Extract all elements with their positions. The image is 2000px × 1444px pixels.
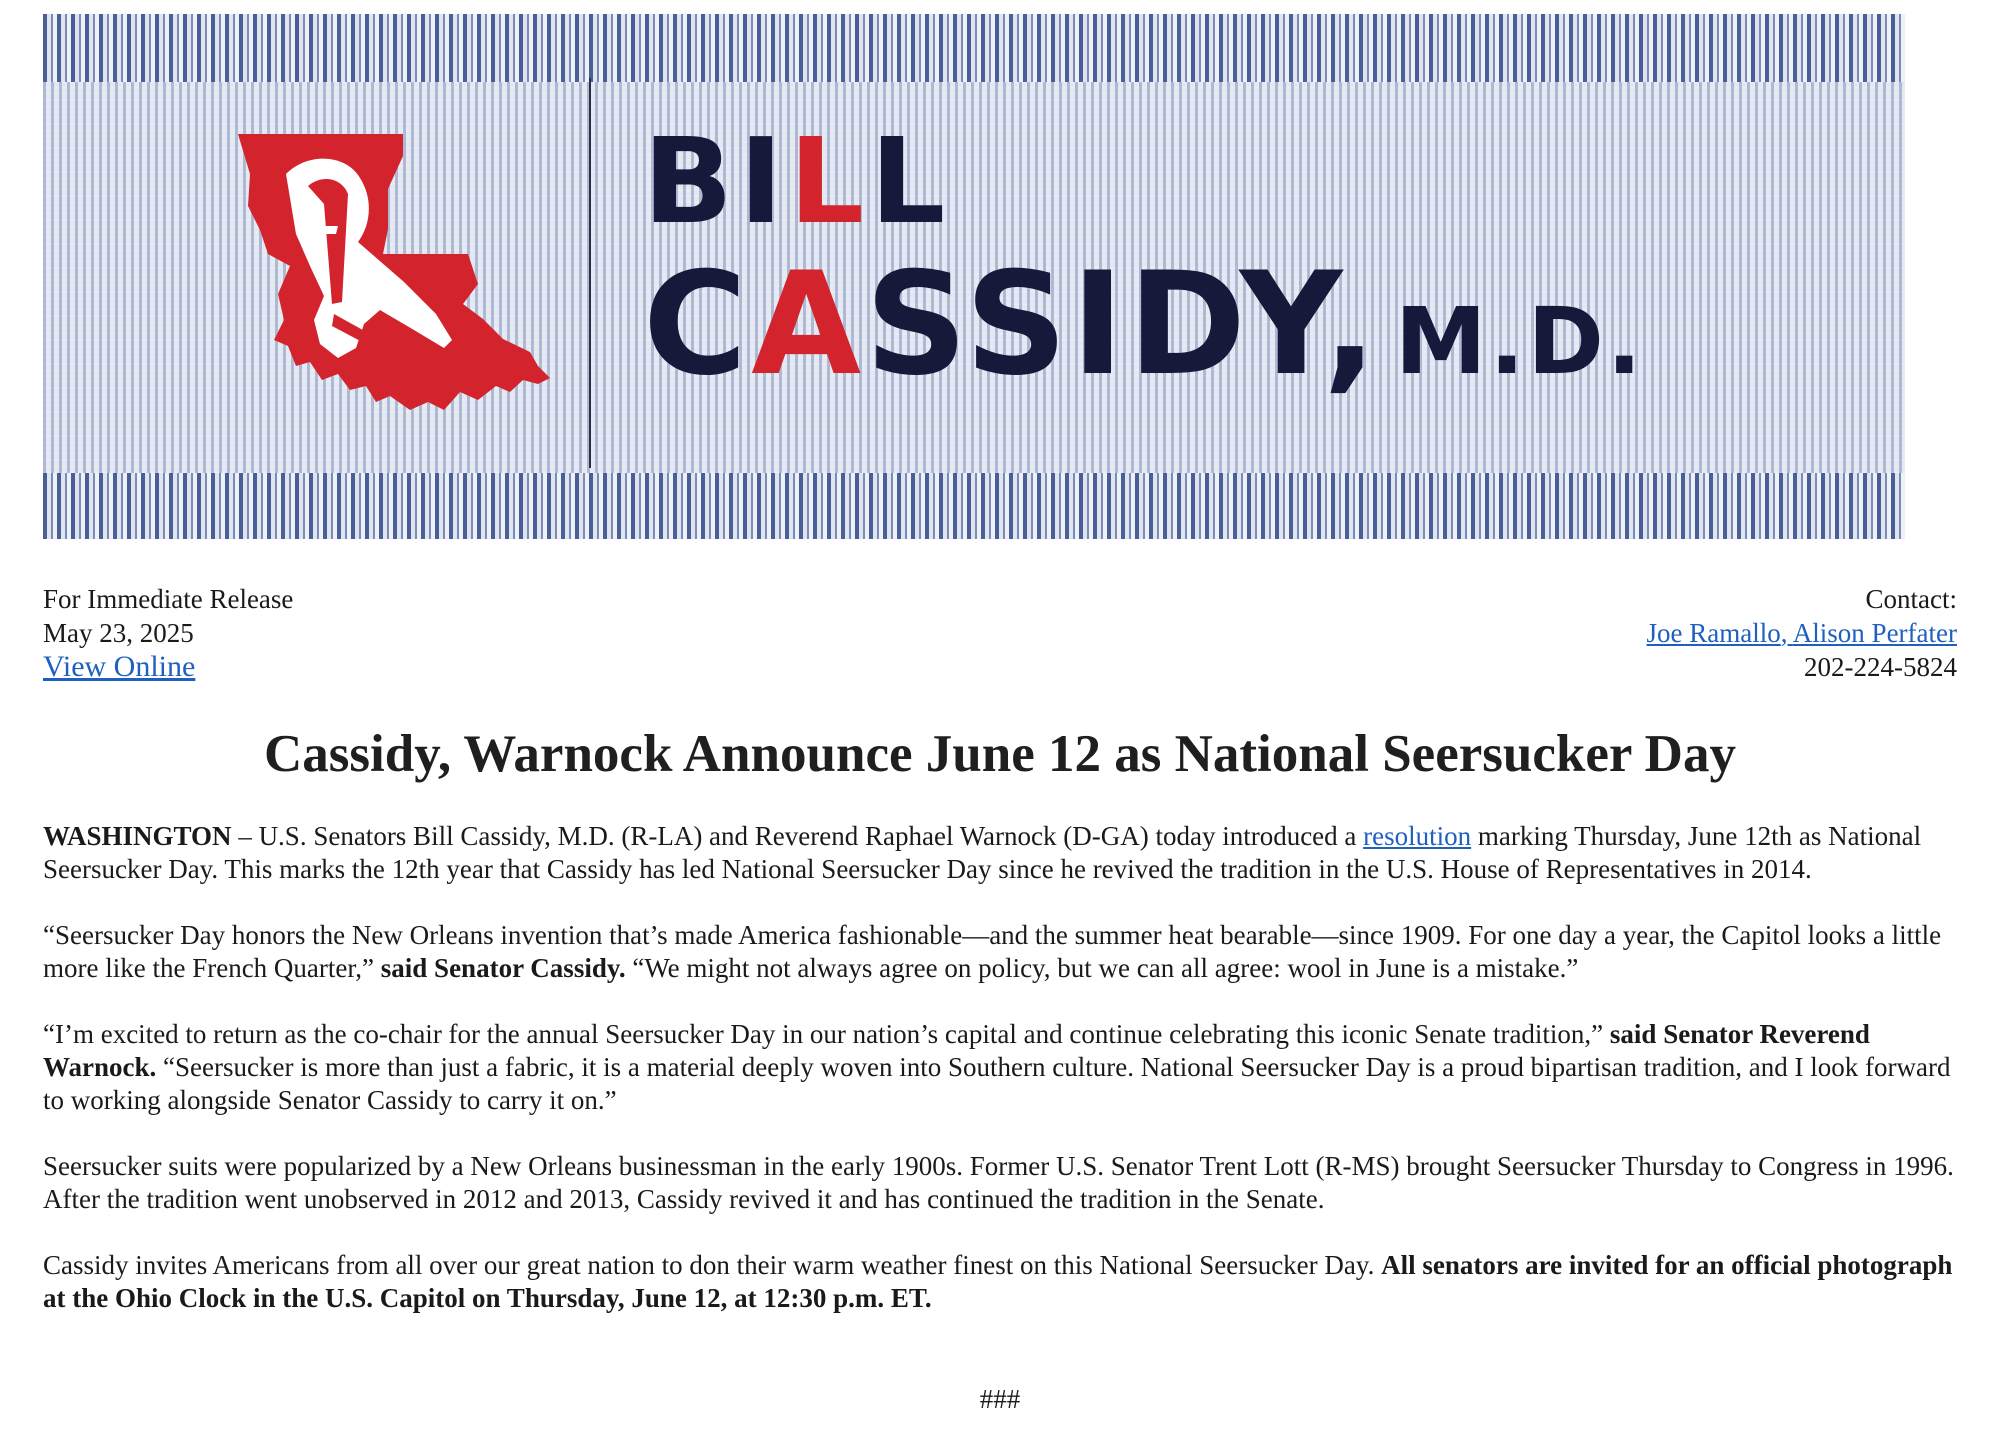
contact-separator: , [1780,618,1793,648]
seersucker-stripe-bottom [43,473,1905,539]
resolution-link[interactable]: resolution [1363,821,1472,851]
paragraph-intro: WASHINGTON – U.S. Senators Bill Cassidy, M.D. (R-LA) and Reverend Raphael Warnock (D-GA) today introduced a resolution marking Thursday, June 12th as National Seersucker Day. This marks the 12th year that Cassidy has led National Seersucker Day since he revived the tradition in the U.S. House of Representatives in 2014. [43,821,1922,884]
contact-phone: 202-224-5824 [1804,652,1957,682]
wordmark-first-name: BILL [643,112,952,250]
seersucker-stripe-top [43,14,1905,82]
contact-link-ramallo[interactable]: Joe Ramallo [1646,618,1781,648]
press-release-headline: Cassidy, Warnock Announce June 12 as National Seersucker Day [264,725,1736,783]
article-body [43,820,1968,1348]
release-info [43,582,293,684]
paragraph-warnock-quote: “I’m excited to return as the co-chair for the annual Seersucker Day in our nation’s capital and continue celebrating this iconic Senate tradition,” said Senator Reverend Warnock. “Seersucker is more than just a fabric, it is a material deeply woven into Southern culture. National Seersucker Day is a proud bipartisan tradition, and I look forward to working alongside Senator Cassidy to carry it on.” [43,1019,1951,1115]
bill-cassidy-wordmark [643,112,1645,407]
contact-info [1647,582,1957,684]
release-label: For Immediate Release [43,584,294,614]
contact-label: Contact: [1865,584,1957,614]
banner-divider [589,78,591,468]
louisiana-pelican-logo-icon [238,134,568,424]
paragraph-invitation: Cassidy invites Americans from all over our great nation to don their warm weather finest on this National Seersucker Day. All senators are invited for an official photograph at the Ohio Clock in the U.S. Capitol on Thursday, June 12, at 12:30 p.m. ET. [43,1250,1953,1313]
header-banner [43,14,1905,539]
end-mark: ### [979,1384,1021,1414]
contact-link-perfater[interactable]: Alison Perfater [1792,618,1957,648]
view-online-link[interactable]: View Online [43,650,196,683]
release-date: May 23, 2025 [43,618,194,648]
wordmark-suffix: M.D. [1394,288,1645,395]
wordmark-last-name: CASSIDY, M.D. [643,242,1645,407]
paragraph-cassidy-quote: “Seersucker Day honors the New Orleans invention that’s made America fashionable—and the summer heat bearable—since 1909. For one day a year, the Capitol looks a little more like the French Quarter,” said Senator Cassidy. “We might not always agree on policy, but we can all agree: wool in June is a mistake.” [43,920,1942,983]
dateline: WASHINGTON [43,821,232,851]
paragraph-history: Seersucker suits were popularized by a New Orleans businessman in the early 1900s. Former U.S. Senator Trent Lott (R-MS) brought Seersucker Thursday to Congress in 1996. After the tradition went unobserved in 2012 and 2013, Cassidy revived it and has continued the tradition in the Senate. [43,1151,1954,1214]
